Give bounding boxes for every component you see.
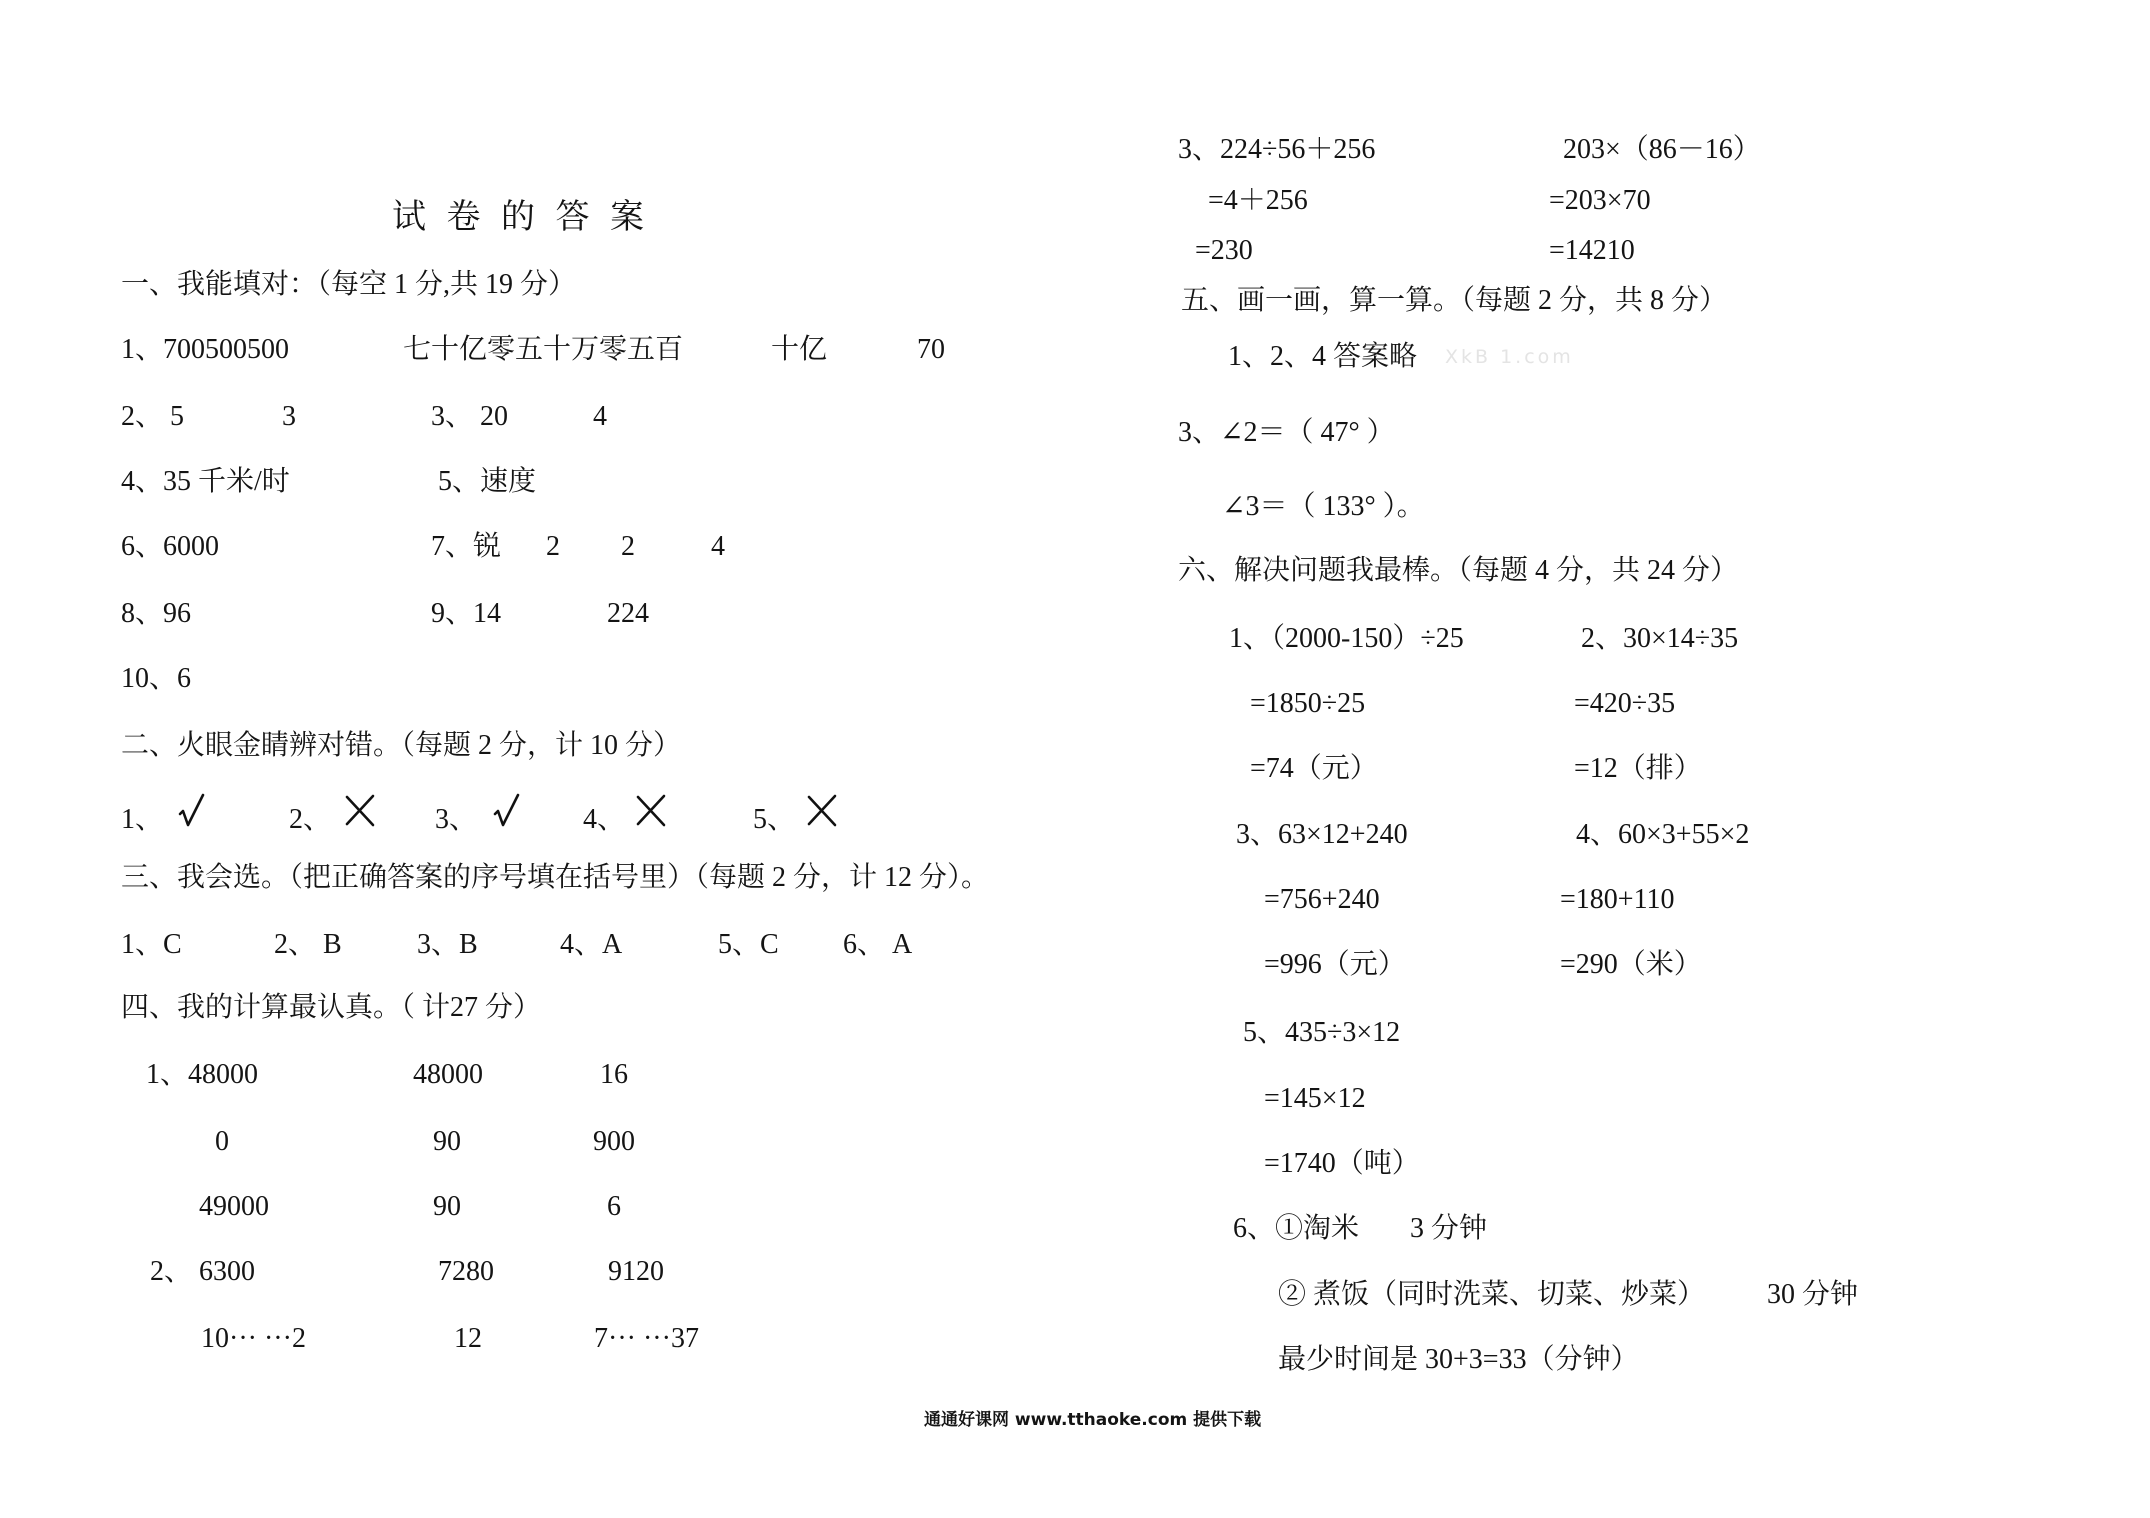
s5-line-1: 1、2、4 答案略 <box>1228 341 1418 372</box>
s6-r6-c1: =996（元） <box>1264 949 1406 980</box>
s1-r2-c2: 3 <box>282 401 296 432</box>
s4-r2-c2: 90 <box>433 1126 461 1157</box>
s6-r5-c1: =756+240 <box>1264 884 1380 915</box>
section-5-heading: 五、画一画，算一算。（每题 2 分，共 8 分） <box>1181 285 1728 316</box>
s4c-r3-c1: =230 <box>1195 235 1253 266</box>
s3-answer-3: 3、B <box>417 929 478 960</box>
s1-r2-c4: 4 <box>593 401 607 432</box>
s4-r4-c1: 2、 6300 <box>150 1256 256 1287</box>
s1-r4-c4: 2 <box>621 531 635 562</box>
s1-r4-c1: 6、6000 <box>121 531 220 562</box>
s2-item-2-label: 2、 <box>289 804 332 835</box>
answer-mark-4 <box>634 792 668 828</box>
page-title: 试 卷 的 答 案 <box>392 199 650 236</box>
s4c-r3-c2: =14210 <box>1549 235 1635 266</box>
footer-credit: 通通好课网 www.tthaoke.com 提供下载 <box>924 1410 1262 1430</box>
s1-r1-c4: 70 <box>917 334 945 365</box>
answer-mark-1 <box>176 792 210 828</box>
s6-r2-c2: =420÷35 <box>1574 688 1676 719</box>
s6-r1-c1: 1、（2000-150）÷25 <box>1229 623 1464 654</box>
s6-q6-total: 最少时间是 30+3=33（分钟） <box>1278 1344 1639 1375</box>
s2-item-4-label: 4、 <box>583 804 626 835</box>
cross-icon <box>634 792 668 828</box>
s1-r1-c1: 1、700500500 <box>121 334 290 365</box>
s4-r3-c1: 49000 <box>199 1191 269 1222</box>
s4-r2-c1: 0 <box>215 1126 229 1157</box>
s4-r1-c1: 1、48000 <box>146 1059 259 1090</box>
s3-answer-2: 2、 B <box>274 929 342 960</box>
s1-r3-c2: 5、速度 <box>438 466 537 497</box>
s3-answer-1: 1、C <box>121 929 182 960</box>
s1-r4-c5: 4 <box>711 531 725 562</box>
s4c-r1-c1: 3、224÷56＋256 <box>1178 134 1376 165</box>
watermark-text: XkB 1.com <box>1445 346 1574 368</box>
section-1-heading: 一、我能填对：（每空 1 分,共 19 分） <box>121 269 577 300</box>
s4c-r2-c2: =203×70 <box>1549 185 1651 216</box>
s5-angle-2: 3、∠2＝（ 47° ） <box>1178 417 1395 448</box>
s4-r2-c3: 900 <box>593 1126 635 1157</box>
s6-q6-step2-time: 30 分钟 <box>1767 1279 1859 1310</box>
section-3-heading: 三、我会选。（把正确答案的序号填在括号里）（每题 2 分，计 12 分）。 <box>121 862 990 893</box>
s4c-r2-c1: =4＋256 <box>1208 185 1308 216</box>
s2-item-5-label: 5、 <box>753 804 796 835</box>
s6-r9-c1: =1740（吨） <box>1264 1148 1420 1179</box>
answer-mark-5 <box>805 792 839 828</box>
section-2-heading: 二、火眼金睛辨对错。（每题 2 分，计 10 分） <box>121 730 682 761</box>
s6-r2-c1: =1850÷25 <box>1250 688 1366 719</box>
s4-r5-c3: 7··· ···37 <box>594 1323 699 1354</box>
s6-r8-c1: =145×12 <box>1264 1083 1366 1114</box>
s1-r3-c1: 4、35 千米/时 <box>121 466 290 497</box>
s6-q6-step2: ② 煮饭（同时洗菜、切菜、炒菜） <box>1278 1279 1706 1310</box>
s1-r4-c3: 2 <box>546 531 560 562</box>
s3-answer-4: 4、A <box>560 929 623 960</box>
s1-r1-c3: 十亿 <box>771 334 828 365</box>
s4-r1-c3: 16 <box>600 1059 628 1090</box>
s5-angle-3: ∠3＝（ 133° ）。 <box>1222 491 1425 522</box>
s1-r5-c1: 8、96 <box>121 598 192 629</box>
section-6-heading: 六、解决问题我最棒。（每题 4 分，共 24 分） <box>1178 555 1739 586</box>
check-icon <box>491 792 525 828</box>
s4-r3-c3: 6 <box>607 1191 621 1222</box>
cross-icon <box>805 792 839 828</box>
s4-r3-c2: 90 <box>433 1191 461 1222</box>
s6-r1-c2: 2、30×14÷35 <box>1581 623 1739 654</box>
s1-r2-c1: 2、 5 <box>121 401 185 432</box>
s6-r7-c1: 5、435÷3×12 <box>1243 1017 1401 1048</box>
s6-r3-c1: =74（元） <box>1250 753 1378 784</box>
s4c-r1-c2: 203×（86－16） <box>1563 134 1761 165</box>
s3-answer-5: 5、C <box>718 929 779 960</box>
answer-mark-3 <box>491 792 525 828</box>
s1-r4-c2: 7、锐 <box>431 531 502 562</box>
s6-r6-c2: =290（米） <box>1560 949 1702 980</box>
s6-r4-c1: 3、63×12+240 <box>1236 819 1408 850</box>
answer-mark-2 <box>343 792 377 828</box>
s4-r5-c2: 12 <box>454 1323 482 1354</box>
cross-icon <box>343 792 377 828</box>
s1-r6-c1: 10、6 <box>121 663 192 694</box>
s4-r4-c3: 9120 <box>608 1256 664 1287</box>
s6-q6-step1: 6、①淘米 <box>1233 1213 1360 1244</box>
check-icon <box>176 792 210 828</box>
s1-r5-c2: 9、14 <box>431 598 502 629</box>
section-4-heading: 四、我的计算最认真。（ 计27 分） <box>121 992 542 1023</box>
s2-item-3-label: 3、 <box>435 804 478 835</box>
s4-r4-c2: 7280 <box>438 1256 494 1287</box>
s6-q6-step1-time: 3 分钟 <box>1410 1213 1488 1244</box>
s4-r1-c2: 48000 <box>413 1059 483 1090</box>
s6-r5-c2: =180+110 <box>1560 884 1675 915</box>
s1-r2-c3: 3、 20 <box>431 401 509 432</box>
s6-r3-c2: =12（排） <box>1574 753 1702 784</box>
s2-item-1-label: 1、 <box>121 804 164 835</box>
s3-answer-6: 6、 A <box>843 929 913 960</box>
s6-r4-c2: 4、60×3+55×2 <box>1576 819 1750 850</box>
s1-r5-c3: 224 <box>607 598 649 629</box>
s4-r5-c1: 10··· ···2 <box>201 1323 306 1354</box>
s1-r1-c2: 七十亿零五十万零五百 <box>403 334 684 365</box>
